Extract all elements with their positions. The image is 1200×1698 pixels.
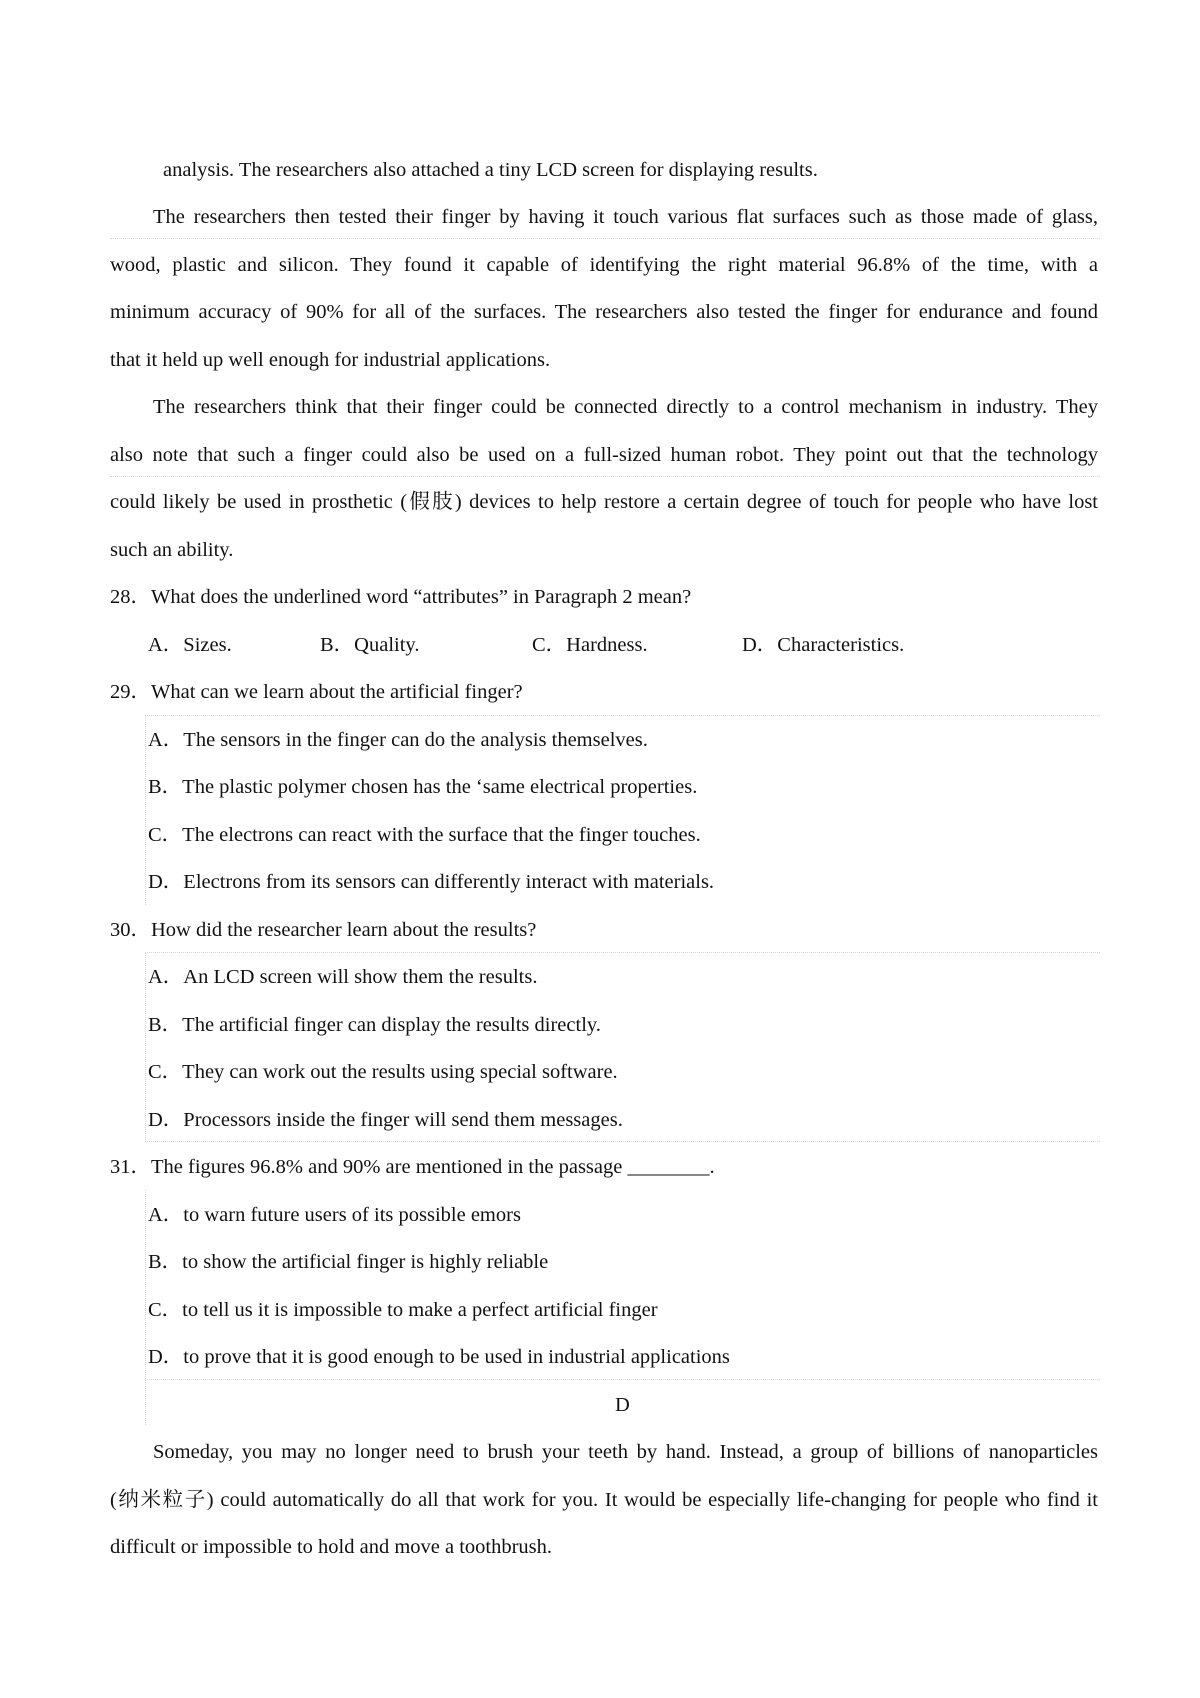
option-b[interactable]: B．to show the artificial finger is highly reliable — [148, 1251, 549, 1273]
paragraph-line: difficult or impossible to hold and move a toothbrush. — [110, 1536, 553, 1558]
paragraph-line: The researchers think that their finger could be connected directly to a control mechanism in industry. They — [153, 396, 1098, 418]
paragraph-line: could likely be used in prosthetic (假肢) devices to help restore a certain degree of touch for people who have lost — [110, 491, 1098, 513]
paragraph-line: The researchers then tested their finger by having it touch various flat surfaces such as those made of glass, — [153, 206, 1098, 228]
option-d[interactable]: D．Electrons from its sensors can differently interact with materials. — [148, 871, 715, 893]
dotted-rule — [145, 952, 146, 1142]
option-d[interactable]: D．to prove that it is good enough to be used in industrial applications — [148, 1346, 730, 1368]
dotted-rule — [145, 1379, 1100, 1380]
option-a[interactable]: A．An LCD screen will show them the results. — [148, 966, 538, 988]
dotted-rule — [110, 476, 1100, 477]
option-d[interactable]: D．Processors inside the finger will send them messages. — [148, 1109, 623, 1131]
option-d[interactable]: D．Characteristics. — [742, 634, 905, 656]
option-c[interactable]: C．to tell us it is impossible to make a perfect artificial finger — [148, 1299, 658, 1321]
option-a[interactable]: A．Sizes. — [148, 634, 232, 656]
option-b[interactable]: B．Quality. — [320, 634, 420, 656]
dotted-rule — [145, 715, 1100, 716]
section-heading: D — [615, 1394, 630, 1416]
dotted-rule — [145, 715, 146, 905]
option-c[interactable]: C．They can work out the results using special software. — [148, 1061, 618, 1083]
dotted-rule — [145, 952, 1100, 953]
dotted-rule — [145, 1190, 146, 1425]
paragraph-line: wood, plastic and silicon. They found it capable of identifying the right material 96.8% of the time, with a — [110, 254, 1098, 276]
question-stem: 31．The figures 96.8% and 90% are mentioned in the passage ________. — [110, 1156, 715, 1178]
option-a[interactable]: A．to warn future users of its possible emors — [148, 1204, 521, 1226]
option-row — [148, 631, 948, 659]
paragraph-line: Someday, you may no longer need to brush your teeth by hand. Instead, a group of billions of nanoparticles — [153, 1441, 1098, 1463]
paragraph-line: analysis. The researchers also attached a tiny LCD screen for displaying results. — [163, 159, 818, 181]
paragraph-line: (纳米粒子) could automatically do all that work for you. It would be especially life-changing for people who find it — [110, 1489, 1098, 1511]
question-stem: 29．What can we learn about the artificial finger? — [110, 681, 523, 703]
option-a[interactable]: A．The sensors in the finger can do the analysis themselves. — [148, 729, 648, 751]
option-c[interactable]: C．Hardness. — [532, 634, 648, 656]
paragraph-line: minimum accuracy of 90% for all of the surfaces. The researchers also tested the finger for endurance and found — [110, 301, 1098, 323]
paragraph-line: also note that such a finger could also be used on a full-sized human robot. They point out that the technology — [110, 444, 1098, 466]
paragraph-line: such an ability. — [110, 539, 234, 561]
question-stem: 30．How did the researcher learn about the results? — [110, 919, 537, 941]
question-stem: 28．What does the underlined word “attributes” in Paragraph 2 mean? — [110, 586, 692, 608]
dotted-rule — [145, 1141, 1100, 1142]
option-b[interactable]: B．The plastic polymer chosen has the ‘same electrical properties. — [148, 776, 698, 798]
option-b[interactable]: B．The artificial finger can display the results directly. — [148, 1014, 601, 1036]
option-c[interactable]: C．The electrons can react with the surface that the finger touches. — [148, 824, 701, 846]
dotted-rule — [110, 238, 1100, 239]
paragraph-line: that it held up well enough for industrial applications. — [110, 349, 551, 371]
